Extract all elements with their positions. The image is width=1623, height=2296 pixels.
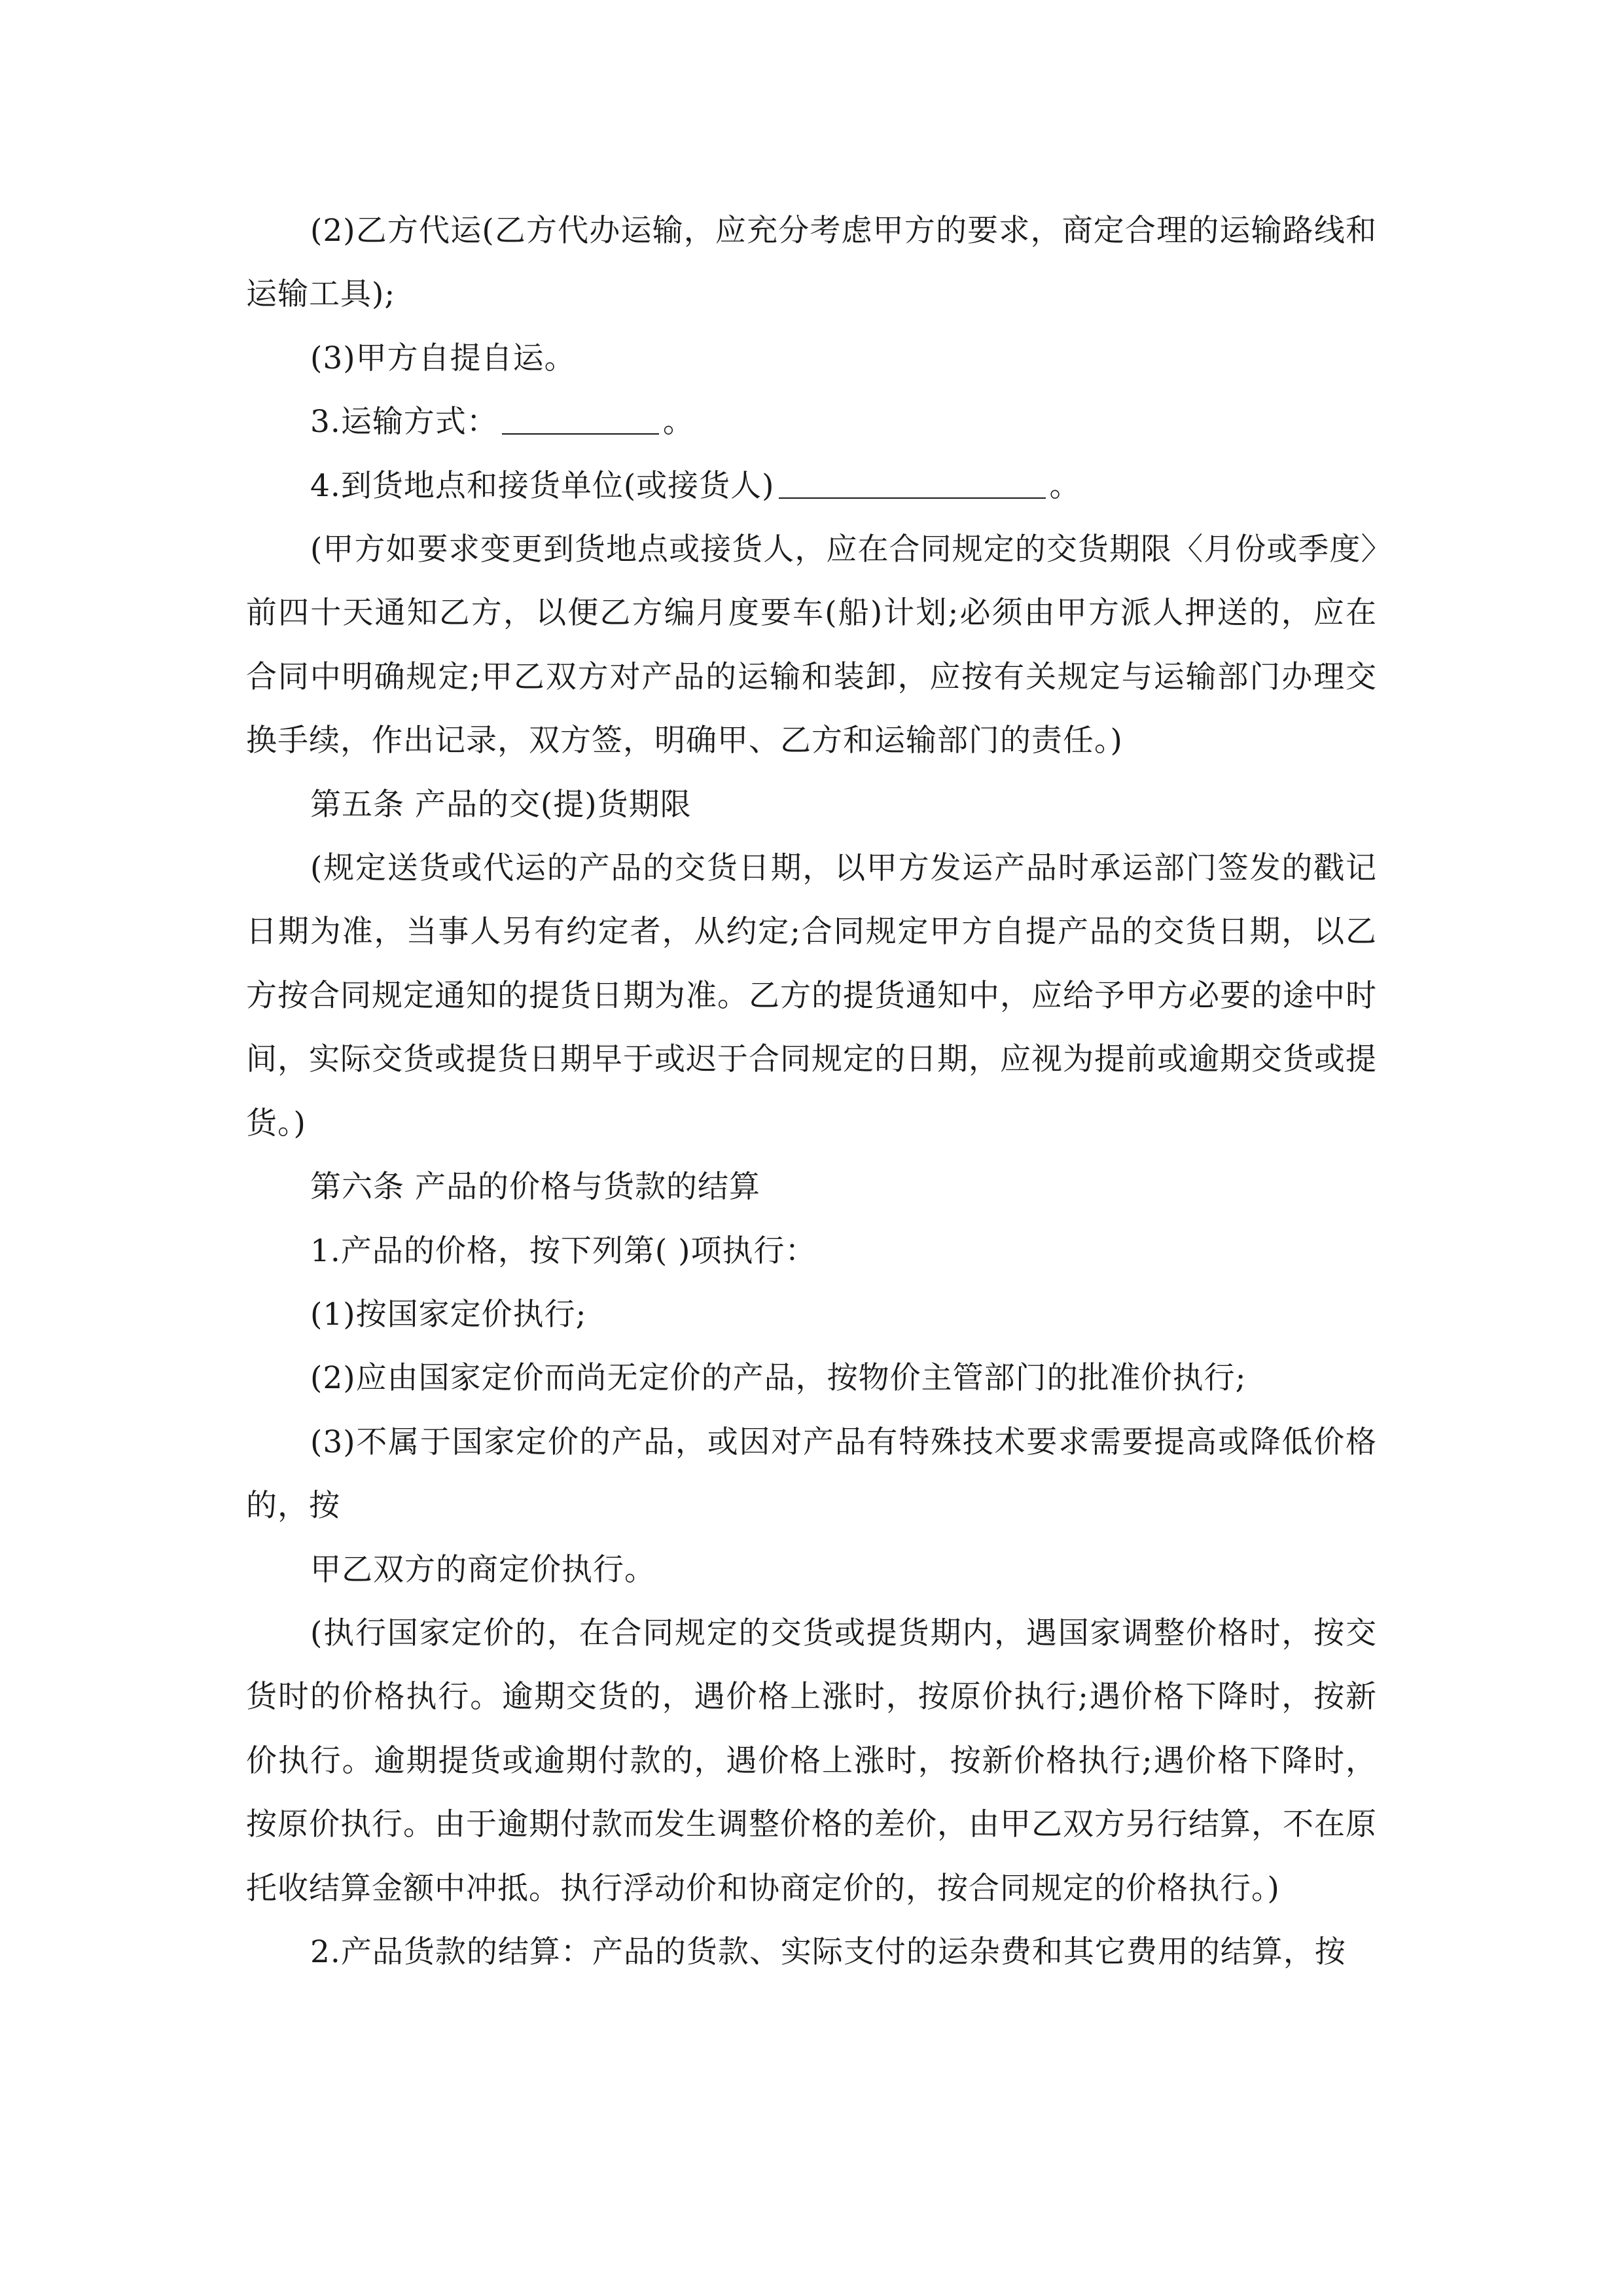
delivery-location-end: 。 <box>1049 467 1081 504</box>
paragraph-agent-transport: (2)乙方代运(乙方代办运输，应充分考虑甲方的要求，商定合理的运输路线和运输工具); <box>246 213 1377 313</box>
delivery-location-label: 4.到货地点和接货单位(或接货人) <box>310 467 775 504</box>
paragraph-transport-mode <box>246 390 1377 454</box>
paragraph-price-options: 1.产品的价格，按下列第( )项执行： <box>310 1232 817 1269</box>
transport-mode-blank <box>502 407 659 435</box>
article-5-heading: 第五条 产品的交(提)货期限 <box>310 786 692 823</box>
document-page <box>246 199 1377 1984</box>
paragraph-state-price: (1)按国家定价执行; <box>310 1296 587 1333</box>
paragraph-price-adjustment: (执行国家定价的，在合同规定的交货或提货期内，遇国家调整价格时，按交货时的价格执行。逾期交货的，遇价格上涨时，按原价执行;遇价格下降时，按新价执行。逾期提货或逾期付款的，遇价格上涨时，按新价格执行;遇价格下降时，按原价执行。由于逾期付款而发生调整价格的差价，由甲乙双方另行结算，不在原托收结算金额中冲抵。执行浮动价和协商定价的，按合同规定的价格执行。) <box>246 1615 1377 1907</box>
transport-mode-label: 3.运输方式： <box>310 404 498 440</box>
paragraph-delivery-location <box>246 454 1377 518</box>
paragraph-self-pickup: (3)甲方自提自运。 <box>310 340 576 376</box>
paragraph-delivery-date: (规定送货或代运的产品的交货日期，以甲方发运产品时承运部门签发的戳记日期为准，当事人另有约定者，从约定;合同规定甲方自提产品的交货日期，以乙方按合同规定通知的提货日期为准。乙方的提货通知中，应给予甲方必要的途中时间，实际交货或提货日期早于或迟于合同规定的日期，应视为提前或逾期交货或提货。) <box>246 850 1377 1141</box>
paragraph-approved-price: (2)应由国家定价而尚无定价的产品，按物价主管部门的批准价执行; <box>310 1360 1247 1397</box>
paragraph-change-notice: (甲方如要求变更到货地点或接货人，应在合同规定的交货期限〈月份或季度〉前四十天通知乙方，以便乙方编月度要车(船)计划;必须由甲方派人押送的，应在合同中明确规定;甲乙双方对产品的运输和装卸，应按有关规定与运输部门办理交换手续，作出记录，双方签，明确甲、乙方和运输部门的责任。) <box>246 531 1377 759</box>
transport-mode-end: 。 <box>662 404 694 440</box>
paragraph-negotiated-price: (3)不属于国家定价的产品，或因对产品有特殊技术要求需要提高或降低价格的，按 <box>246 1424 1377 1524</box>
delivery-location-blank <box>779 471 1046 499</box>
article-6-heading: 第六条 产品的价格与货款的结算 <box>310 1169 760 1206</box>
paragraph-payment-settlement: 2.产品货款的结算：产品的货款、实际支付的运杂费和其它费用的结算，按 <box>310 1933 1346 1970</box>
paragraph-negotiated-price-cont: 甲乙双方的商定价执行。 <box>310 1551 656 1588</box>
